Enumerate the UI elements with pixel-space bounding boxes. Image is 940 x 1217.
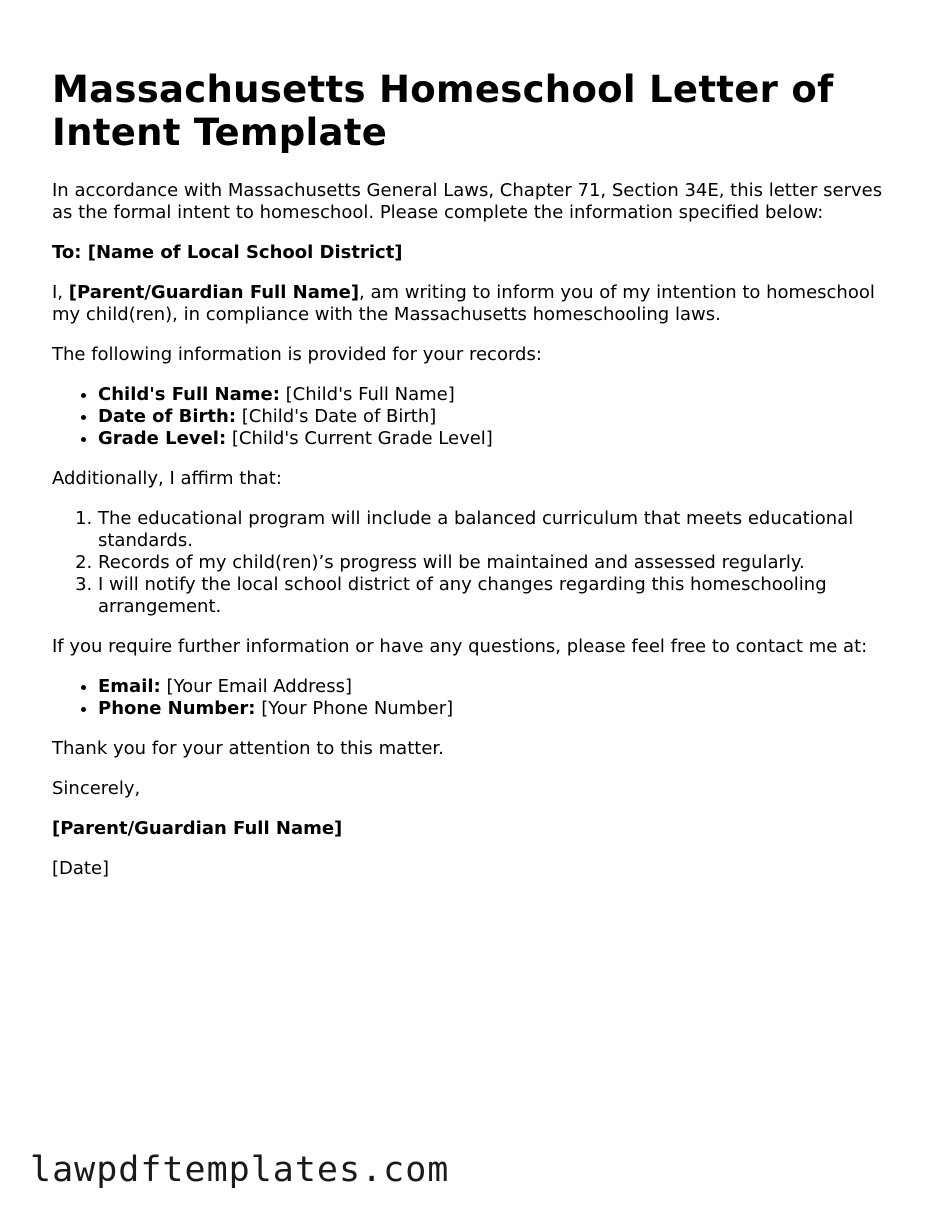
list-item <box>98 384 902 406</box>
dob-label: Date of Birth: <box>98 406 237 427</box>
child-name-value: [Child's Full Name] <box>279 384 455 405</box>
grade-value: [Child's Current Grade Level] <box>226 428 493 449</box>
email-label: Email: <box>98 676 161 697</box>
list-item <box>98 428 902 450</box>
list-item: 2. Records of my child(ren)’s progress will be maintained and assessed regularly. <box>98 552 902 574</box>
intent-rest: , am writing to inform you of my intention to homeschool my child(ren), in compliance with the Massachusetts homeschooling laws. <box>52 282 875 325</box>
signature-line <box>52 818 902 840</box>
page-title: Massachusetts Homeschool Letter of Intent Template <box>52 68 834 154</box>
intent-prefix: I, <box>52 282 69 303</box>
to-line-text: To: [Name of Local School District] <box>52 242 403 263</box>
parent-name-placeholder: [Parent/Guardian Full Name] <box>68 282 360 303</box>
dob-value: [Child's Date of Birth] <box>236 406 437 427</box>
affirm-intro: Additionally, I affirm that: <box>52 468 282 489</box>
letter-document <box>52 68 902 898</box>
phone-value: [Your Phone Number] <box>255 698 454 719</box>
contact-list <box>52 676 902 720</box>
list-item <box>98 676 902 698</box>
intent-paragraph <box>52 282 902 326</box>
child-name-label: Child's Full Name: <box>98 384 280 405</box>
to-line <box>52 242 902 264</box>
affirmations-list <box>52 508 902 618</box>
signature-name: [Parent/Guardian Full Name] <box>52 818 343 839</box>
child-info-list <box>52 384 902 450</box>
intro-paragraph: In accordance with Massachusetts General Laws, Chapter 71, Section 34E, this letter serves as the formal intent to homeschool. Please complete the information specified below: <box>52 180 883 223</box>
thanks-line: Thank you for your attention to this matter. <box>52 738 444 759</box>
list-item: 1. The educational program will include a balanced curriculum that meets educational standards. <box>98 508 902 552</box>
list-item: 3. I will notify the local school district of any changes regarding this homeschooling arrangement. <box>98 574 902 618</box>
watermark-footer: lawpdftemplates.com <box>30 1150 450 1190</box>
records-intro: The following information is provided for your records: <box>52 344 542 365</box>
closing-line: Sincerely, <box>52 778 141 799</box>
email-value: [Your Email Address] <box>160 676 353 697</box>
phone-label: Phone Number: <box>98 698 256 719</box>
list-item <box>98 406 902 428</box>
list-item <box>98 698 902 720</box>
contact-intro: If you require further information or have any questions, please feel free to contact me at: <box>52 636 868 657</box>
date-line: [Date] <box>52 858 110 879</box>
grade-label: Grade Level: <box>98 428 227 449</box>
